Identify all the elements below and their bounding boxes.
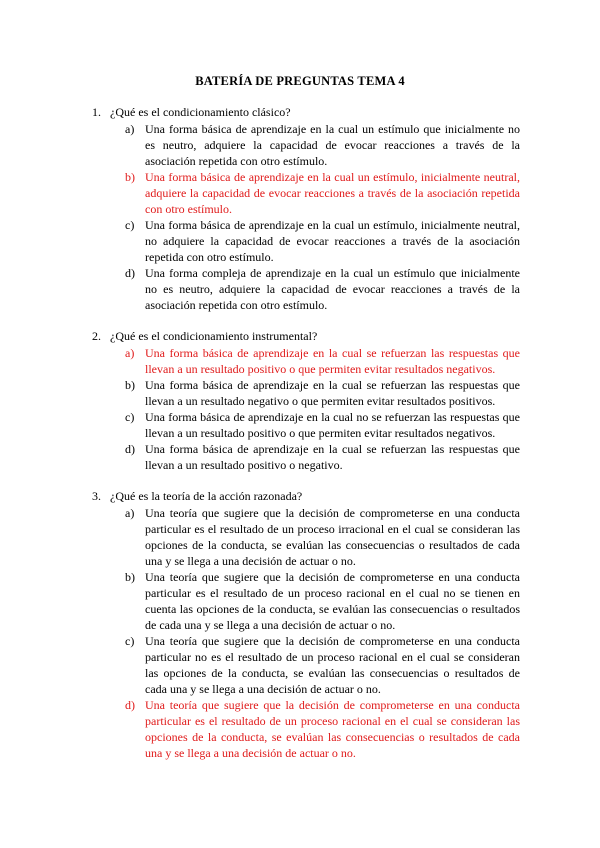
- option-text: Una forma básica de aprendizaje en la cual se refuerzan las respuestas que llevan a un resultado negativo o que permiten evitar resultados positivos.: [145, 378, 520, 408]
- question-text: ¿Qué es la teoría de la acción razonada?: [110, 489, 303, 503]
- option-text: Una forma básica de aprendizaje en la cual un estímulo, inicialmente neutral, adquiere la capacidad de evocar reacciones a través de la asociación repetida con otro estímulo.: [145, 170, 520, 216]
- option-letter: b): [125, 170, 135, 184]
- option-2a: [125, 345, 520, 377]
- question-number: 3.: [92, 489, 101, 503]
- option-2d: [125, 441, 520, 473]
- option-letter: a): [125, 346, 135, 360]
- option-letter: c): [125, 218, 135, 232]
- option-text: Una forma básica de aprendizaje en la cual se refuerzan las respuestas que llevan a un resultado positivo o que permiten evitar resultados negativos.: [145, 346, 520, 376]
- option-text: Una forma básica de aprendizaje en la cual un estímulo, inicialmente neutral, no adquiere la capacidad de evocar reacciones a través de la asociación repetida con otro estímulo.: [145, 218, 520, 264]
- option-letter: a): [125, 122, 135, 136]
- option-letter: c): [125, 410, 135, 424]
- option-letter: d): [125, 698, 135, 712]
- option-text: Una forma básica de aprendizaje en la cual un estímulo que inicialmente no es neutro, adquiere la capacidad de evocar reacciones a través de la asociación repetida con otro estímulo.: [145, 122, 520, 168]
- option-1b: [125, 169, 520, 217]
- option-1d: [125, 265, 520, 313]
- question-number: 2.: [92, 329, 101, 343]
- question-text: ¿Qué es el condicionamiento clásico?: [110, 105, 291, 119]
- option-text: Una teoría que sugiere que la decisión de comprometerse en una conducta particular es el resultado de un proceso irracional en el cual se consideran las opciones de la conducta, se evalúan las consecuencias o resultados de cada una y se llega a una decisión de actuar o no.: [145, 506, 520, 568]
- option-2b: [125, 377, 520, 409]
- option-text: Una forma compleja de aprendizaje en la cual un estímulo que inicialmente no es neutro, adquiere la capacidad de evocar reacciones a través de la asociación repetida con otro estímulo.: [145, 266, 520, 312]
- option-letter: c): [125, 634, 135, 648]
- page-title: BATERÍA DE PREGUNTAS TEMA 4: [195, 74, 405, 88]
- option-2c: [125, 409, 520, 441]
- option-1c: [125, 217, 520, 265]
- option-text: Una teoría que sugiere que la decisión de comprometerse en una conducta particular es el resultado de un proceso racional en el cual se consideran las opciones de la conducta, se evalúan las consecuencias o resultados de cada una y se llega a una decisión de actuar o no.: [145, 698, 520, 760]
- option-text: Una forma básica de aprendizaje en la cual no se refuerzan las respuestas que llevan a un resultado positivo o que permiten evitar resultados negativos.: [145, 410, 520, 440]
- option-text: Una teoría que sugiere que la decisión de comprometerse en una conducta particular es el resultado de un proceso racional en el cual no se tienen en cuenta las opciones de la conducta, se evalúan las consecuencias o resultados de cada una y se llega a una decisión de actuar o no.: [145, 570, 520, 632]
- option-text: Una teoría que sugiere que la decisión de comprometerse en una conducta particular no es el resultado de un proceso racional en el cual se consideran las opciones de la conducta, se evalúan las consecuencias o resultados de cada una y se llega a una decisión de actuar o no.: [145, 634, 520, 696]
- option-3b: [125, 569, 520, 633]
- option-letter: a): [125, 506, 135, 520]
- question-number: 1.: [92, 105, 101, 119]
- option-letter: d): [125, 266, 135, 280]
- question-text: ¿Qué es el condicionamiento instrumental?: [110, 329, 318, 343]
- option-letter: b): [125, 378, 135, 392]
- option-3c: [125, 633, 520, 697]
- option-letter: d): [125, 442, 135, 456]
- option-letter: b): [125, 570, 135, 584]
- option-3a: [125, 505, 520, 569]
- option-3d: [125, 697, 520, 761]
- option-text: Una forma básica de aprendizaje en la cual se refuerzan las respuestas que llevan a un resultado positivo o negativo.: [145, 442, 520, 472]
- option-1a: [125, 121, 520, 169]
